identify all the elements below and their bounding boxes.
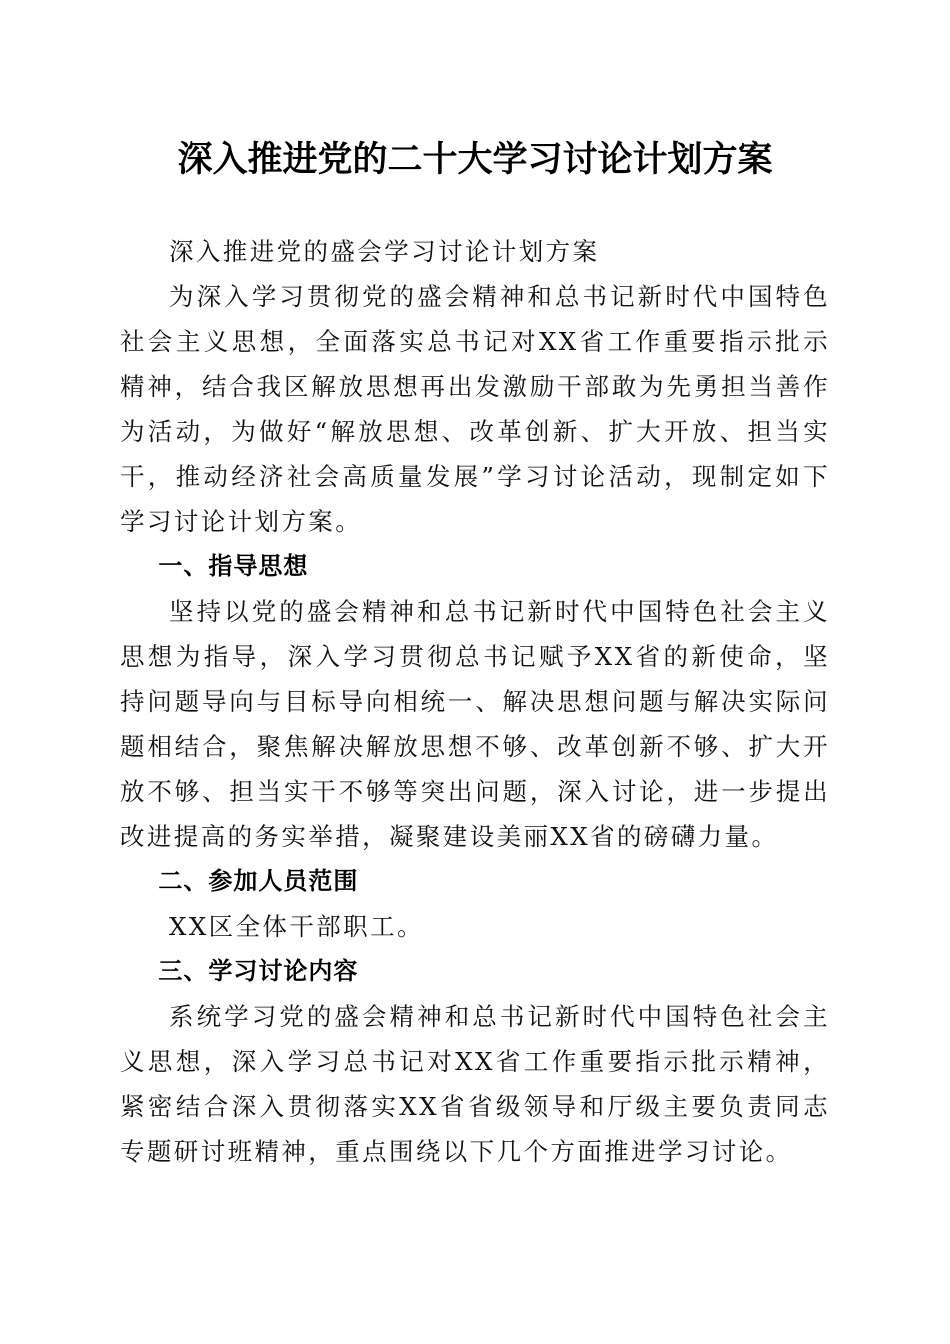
section-heading-participants: 二、参加人员范围: [158, 867, 359, 895]
subtitle-paragraph: 深入推进党的盛会学习讨论计划方案: [169, 237, 600, 266]
intro-paragraph: 为深入学习贯彻党的盛会精神和总书记新时代中国特色社会主义思想，全面落实总书记对XX省工作重要指示批示精神，结合我区解放思想再出发激励干部敢为先勇担当善作为活动，为做好“解放思想、改革创新、扩大开放、担当实干，推动经济社会高质量发展”学习讨论活动，现制定如下学习讨论计划方案。: [120, 282, 830, 536]
document-title: 深入推进党的二十大学习讨论计划方案: [177, 139, 773, 180]
document-body: [120, 229, 830, 1174]
section-heading-guiding-ideology: 一、指导思想: [158, 552, 309, 580]
section-heading-study-content: 三、学习讨论内容: [158, 957, 359, 985]
participants-paragraph: XX区全体干部职工。: [169, 912, 424, 941]
guiding-ideology-paragraph: 坚持以党的盛会精神和总书记新时代中国特色社会主义思想为指导，深入学习贯彻总书记赋予XX省的新使命，坚持问题导向与目标导向相统一、解决思想问题与解决实际问题相结合，聚焦解决解放思想不够、改革创新不够、扩大开放不够、担当实干不够等突出问题，深入讨论，进一步提出改进提高的务实举措，凝聚建设美丽XX省的磅礴力量。: [120, 597, 830, 851]
study-content-paragraph: 系统学习党的盛会精神和总书记新时代中国特色社会主义思想，深入学习总书记对XX省工作重要指示批示精神，紧密结合深入贯彻落实XX省省级领导和厅级主要负责同志专题研讨班精神，重点围绕以下几个方面推进学习讨论。: [120, 1002, 830, 1166]
